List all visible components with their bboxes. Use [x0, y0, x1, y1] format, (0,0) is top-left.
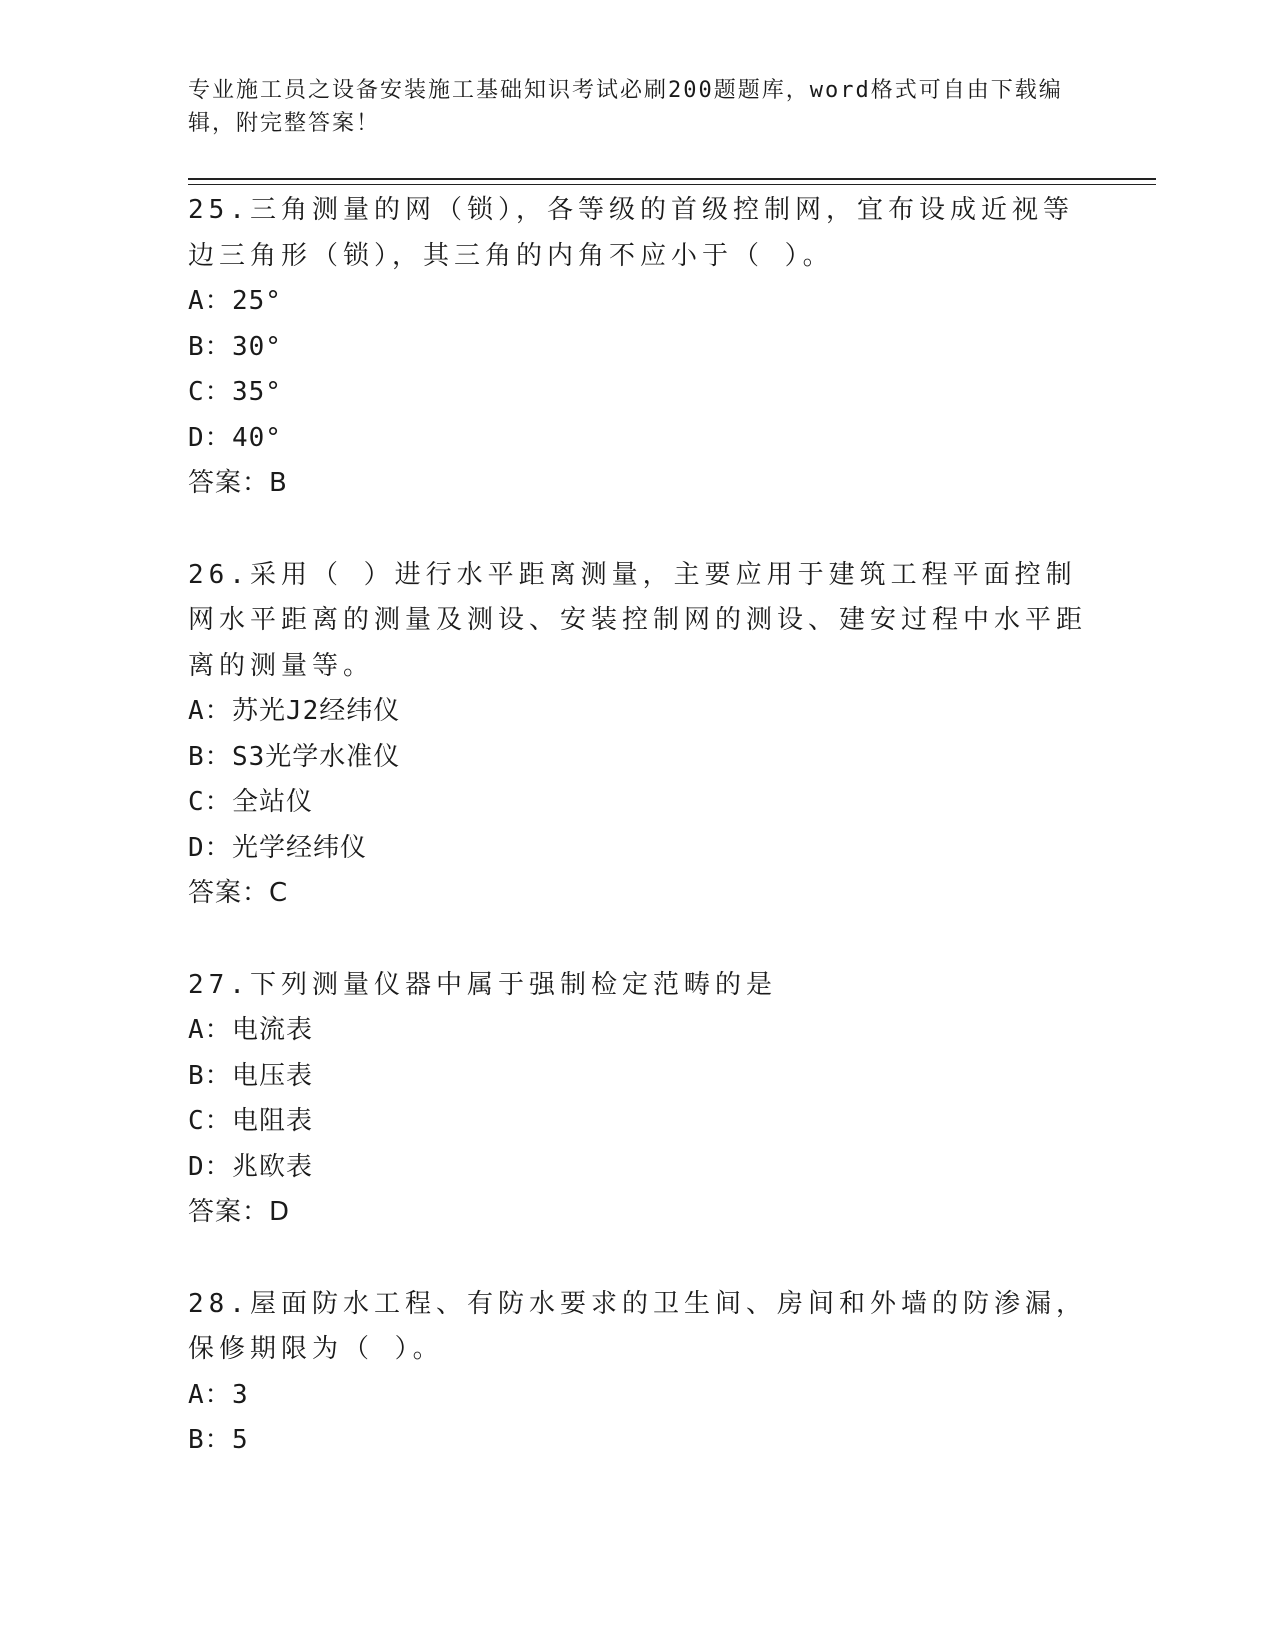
option-letter: B：: [188, 1060, 232, 1091]
option-b: [188, 735, 1088, 781]
option-d: [188, 826, 1088, 872]
header-rule-thick: [188, 178, 1156, 180]
question-body: 采用（ ）进行水平距离测量，主要应用于建筑工程平面控制网水平距离的测量及测设、安装控制网的测设、建安过程中水平距离的测量等。: [188, 559, 1088, 681]
question-number: 27.: [188, 969, 250, 1000]
spacer: [188, 917, 1088, 963]
option-c: [188, 1099, 1088, 1145]
option-text: 电压表: [232, 1060, 314, 1091]
option-letter: A：: [188, 286, 232, 316]
option-letter: B：: [188, 741, 232, 772]
spacer: [188, 1236, 1088, 1282]
option-b: [188, 325, 1088, 371]
option-letter: A：: [188, 696, 232, 726]
question-28: [188, 1282, 1088, 1464]
option-b: [188, 1418, 1088, 1464]
question-list: [188, 188, 1088, 1464]
question-number: 25.: [188, 195, 250, 225]
option-letter: B：: [188, 331, 232, 362]
question-text: [188, 188, 1088, 279]
question-26: [188, 553, 1088, 917]
option-letter: D：: [188, 422, 232, 453]
option-text: 40°: [232, 422, 282, 453]
option-text: 兆欧表: [232, 1151, 314, 1182]
question-27: [188, 963, 1088, 1236]
question-body: 屋面防水工程、有防水要求的卫生间、房间和外墙的防渗漏，保修期限为（ ）。: [188, 1288, 1087, 1364]
option-text: 光学经纬仪: [232, 832, 368, 863]
option-a: [188, 689, 1088, 735]
option-c: [188, 780, 1088, 826]
option-text: 电阻表: [232, 1106, 314, 1136]
answer-line: 答案：C: [188, 878, 289, 908]
answer-line: 答案：D: [188, 1197, 291, 1227]
option-text: 3: [232, 1379, 249, 1410]
option-d: [188, 416, 1088, 462]
option-text: 30°: [232, 331, 282, 362]
document-header: 专业施工员之设备安装施工基础知识考试必刷200题题库，word格式可自由下载编辑，附完整答案！: [188, 78, 1063, 136]
header-rule-thin: [188, 184, 1156, 185]
question-text: [188, 553, 1088, 690]
option-a: [188, 1373, 1088, 1419]
option-letter: A：: [188, 1015, 232, 1045]
option-letter: D：: [188, 832, 232, 863]
option-text: 25°: [232, 286, 282, 316]
option-text: 电流表: [232, 1015, 314, 1045]
option-letter: D：: [188, 1151, 232, 1182]
option-letter: C：: [188, 1106, 232, 1136]
question-text: [188, 963, 1088, 1009]
option-d: [188, 1145, 1088, 1191]
question-body: 三角测量的网（锁），各等级的首级控制网，宜布设成近视等边三角形（锁），其三角的内角不应小于（ ）。: [188, 195, 1074, 271]
option-c: [188, 370, 1088, 416]
option-a: [188, 1008, 1088, 1054]
option-b: [188, 1054, 1088, 1100]
option-letter: B：: [188, 1425, 232, 1455]
question-25: [188, 188, 1088, 507]
answer-line: 答案：B: [188, 468, 288, 498]
question-body: 下列测量仪器中属于强制检定范畴的是: [249, 969, 777, 1000]
option-letter: C：: [188, 377, 232, 407]
question-text: [188, 1282, 1088, 1373]
option-text: 苏光J2经纬仪: [232, 696, 401, 726]
question-number: 26.: [188, 559, 250, 590]
option-text: S3光学水准仪: [232, 741, 401, 772]
option-text: 全站仪: [232, 787, 314, 817]
option-a: [188, 279, 1088, 325]
spacer: [188, 507, 1088, 553]
option-letter: A：: [188, 1379, 232, 1410]
question-number: 28.: [188, 1288, 250, 1319]
option-text: 35°: [232, 377, 282, 407]
option-letter: C：: [188, 787, 232, 817]
option-text: 5: [232, 1425, 249, 1455]
